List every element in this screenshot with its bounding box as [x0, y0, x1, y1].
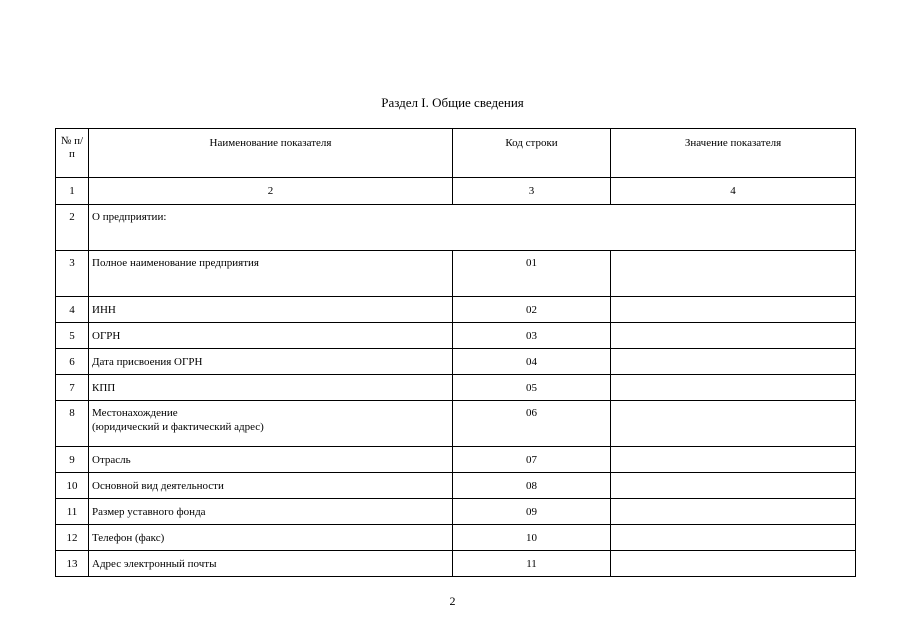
row-num: 4 — [56, 297, 89, 323]
row-num: 12 — [56, 525, 89, 551]
table-row — [56, 499, 856, 525]
section-title: Раздел I. Общие сведения — [381, 95, 524, 110]
table-row — [56, 401, 856, 447]
row-code: 11 — [453, 551, 611, 577]
row-name-line: Местонахождение — [92, 407, 178, 419]
row-code: 03 — [453, 323, 611, 349]
row-name-line: (юридический и фактический адрес) — [92, 421, 264, 433]
row-name: Адрес электронный почты — [89, 551, 453, 577]
column-numbers-row — [56, 178, 856, 205]
header-num: № п/п — [56, 129, 89, 178]
row-value-cell[interactable] — [611, 349, 856, 375]
row-name: Дата присвоения ОГРН — [89, 349, 453, 375]
table-row — [56, 473, 856, 499]
row-code: 10 — [453, 525, 611, 551]
row-num: 8 — [56, 401, 89, 447]
column-number: 3 — [453, 178, 611, 205]
column-number: 2 — [89, 178, 453, 205]
row-num: 6 — [56, 349, 89, 375]
row-code: 06 — [453, 401, 611, 447]
row-value-cell[interactable] — [611, 323, 856, 349]
row-num: 5 — [56, 323, 89, 349]
table-row — [56, 297, 856, 323]
row-value-cell[interactable] — [611, 473, 856, 499]
row-name: Отрасль — [89, 447, 453, 473]
row-name: Телефон (факс) — [89, 525, 453, 551]
row-num: 13 — [56, 551, 89, 577]
row-code: 08 — [453, 473, 611, 499]
row-name: КПП — [89, 375, 453, 401]
section-label: О предприятии: — [89, 205, 856, 251]
row-name — [89, 401, 453, 447]
row-code: 09 — [453, 499, 611, 525]
general-info-table — [55, 128, 856, 577]
row-name: ОГРН — [89, 323, 453, 349]
row-code: 02 — [453, 297, 611, 323]
table-row — [56, 551, 856, 577]
table-row — [56, 525, 856, 551]
table-section-row — [56, 205, 856, 251]
row-num: 3 — [56, 251, 89, 297]
header-code: Код строки — [453, 129, 611, 178]
row-num: 7 — [56, 375, 89, 401]
page-number: 2 — [449, 594, 456, 608]
row-value-cell[interactable] — [611, 251, 856, 297]
table-row — [56, 349, 856, 375]
row-value-cell[interactable] — [611, 447, 856, 473]
row-value-cell[interactable] — [611, 297, 856, 323]
table-row — [56, 323, 856, 349]
row-value-cell[interactable] — [611, 499, 856, 525]
row-code: 05 — [453, 375, 611, 401]
row-code: 07 — [453, 447, 611, 473]
row-name: Размер уставного фонда — [89, 499, 453, 525]
table-row — [56, 375, 856, 401]
row-code: 04 — [453, 349, 611, 375]
row-value-cell[interactable] — [611, 401, 856, 447]
row-value-cell[interactable] — [611, 551, 856, 577]
table-header-row — [56, 129, 856, 178]
row-name: ИНН — [89, 297, 453, 323]
row-name: Основной вид деятельности — [89, 473, 453, 499]
row-num: 10 — [56, 473, 89, 499]
table-row — [56, 251, 856, 297]
row-code: 01 — [453, 251, 611, 297]
column-number: 1 — [56, 178, 89, 205]
header-name: Наименование показателя — [89, 129, 453, 178]
table-row — [56, 447, 856, 473]
row-num: 2 — [56, 205, 89, 251]
row-num: 9 — [56, 447, 89, 473]
row-num: 11 — [56, 499, 89, 525]
row-value-cell[interactable] — [611, 525, 856, 551]
header-value: Значение показателя — [611, 129, 856, 178]
column-number: 4 — [611, 178, 856, 205]
row-name: Полное наименование предприятия — [89, 251, 453, 297]
row-value-cell[interactable] — [611, 375, 856, 401]
